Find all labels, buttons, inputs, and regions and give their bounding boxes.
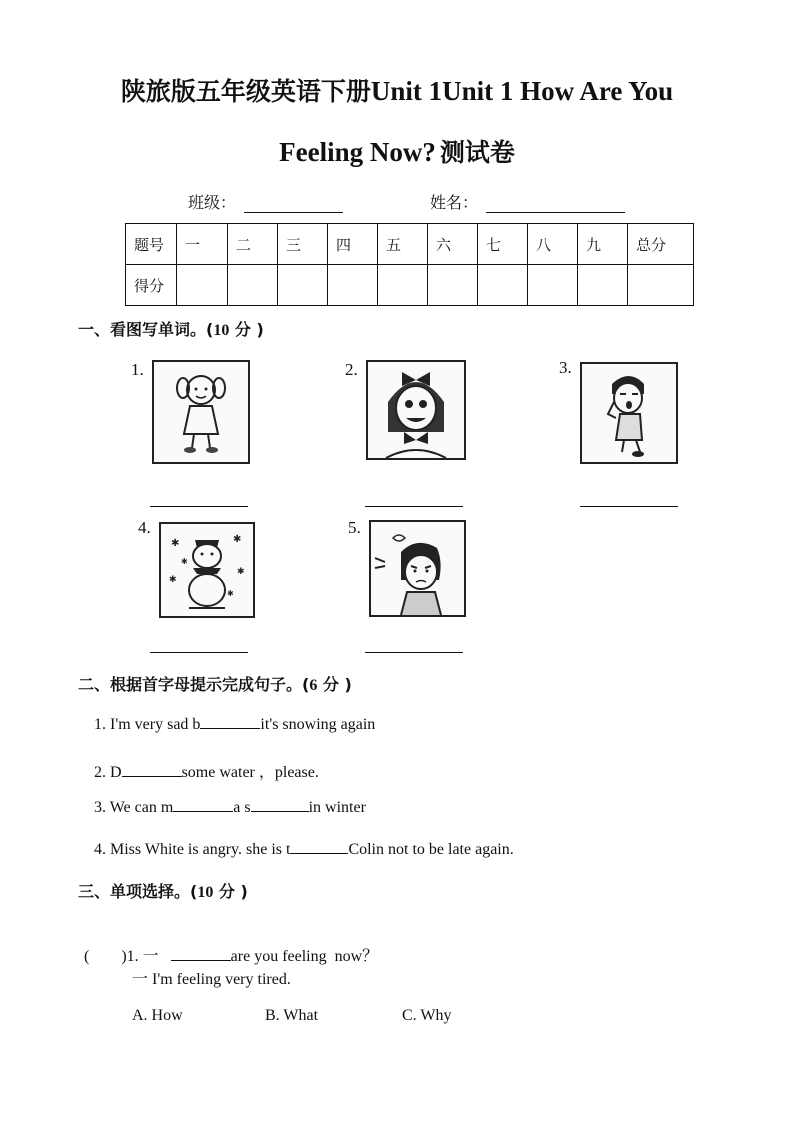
title-english-part: Unit 1Unit 1 How Are You [370, 76, 674, 106]
section-1-unit: 分 ) [229, 320, 264, 339]
answer-line-3[interactable] [580, 505, 678, 507]
angry-girl-icon [371, 522, 464, 615]
picture-happy-girl [152, 360, 250, 464]
svg-text:✱: ✱ [169, 574, 177, 584]
girl-pigtails-icon [154, 362, 248, 462]
sentence-text: 4. Miss White is angry. she is t [94, 841, 291, 858]
sentence-text: 2. D [94, 764, 122, 781]
fill-blank[interactable] [290, 852, 348, 854]
score-table-header-row [126, 224, 694, 265]
score-header-cell: 九 [578, 224, 628, 265]
question-text: are you feeling now？ [230, 948, 379, 965]
fill-blank[interactable] [251, 810, 309, 812]
class-field[interactable] [244, 194, 343, 213]
sentence-text: a s [233, 799, 251, 816]
fill-blank[interactable] [171, 959, 231, 961]
title-chinese-part: 陕旅版五年级英语下册 [120, 77, 371, 106]
svg-text:✱: ✱ [233, 534, 242, 545]
section-1-title: 一、看图写单词。( [78, 320, 214, 339]
title-chinese-part-2: 测试卷 [439, 138, 515, 167]
sentence-text: in winter [308, 799, 366, 816]
score-header-cell: 总分 [628, 224, 694, 265]
answer-paren[interactable]: ( )1. 一 [84, 948, 159, 965]
question-1-reply: 一 I'm feeling very tired. [132, 971, 291, 988]
page-title-line-1 [0, 72, 794, 108]
title-english-part-2: Feeling Now? [279, 137, 436, 167]
section-3-heading [78, 879, 248, 902]
sentence-text: 3. We can m [94, 799, 174, 816]
picture-number: 4. [138, 518, 151, 537]
score-cell[interactable] [378, 265, 428, 306]
section-3-title: 三、单项选择。( [78, 882, 198, 901]
score-header-cell: 五 [378, 224, 428, 265]
sentence-text: 1. I'm very sad b [94, 716, 201, 733]
section-1-points: 10 [213, 322, 230, 339]
cold-figure-icon [161, 524, 253, 616]
picture-tired-boy [580, 362, 678, 464]
option-a[interactable]: A. How [132, 1007, 183, 1024]
picture-number: 1. [131, 360, 144, 379]
picture-number: 2. [345, 360, 358, 379]
section-3-unit: 分 ) [213, 882, 248, 901]
fill-blank[interactable] [173, 810, 233, 812]
sentence-text: some water ，please. [181, 764, 319, 781]
section-3-points: 10 [197, 884, 214, 901]
score-header-cell: 七 [478, 224, 528, 265]
sentence-4 [94, 841, 514, 859]
picture-smiling-girl [366, 360, 466, 460]
section-2-title: 二、根据首字母提示完成句子。( [78, 675, 310, 694]
score-header-cell: 八 [528, 224, 578, 265]
score-cell[interactable] [428, 265, 478, 306]
answer-line-2[interactable] [365, 505, 463, 507]
svg-text:✱: ✱ [237, 566, 245, 576]
answer-line-5[interactable] [365, 651, 463, 653]
boy-yawning-icon [582, 364, 676, 462]
score-header-cell: 四 [328, 224, 378, 265]
option-b[interactable]: B. What [265, 1007, 319, 1024]
fill-blank[interactable] [200, 727, 260, 729]
score-row-label: 得分 [126, 265, 177, 306]
score-cell[interactable] [177, 265, 228, 306]
picture-number: 5. [348, 518, 361, 537]
section-1-heading [78, 317, 264, 340]
fill-blank[interactable] [122, 775, 182, 777]
name-field[interactable] [486, 194, 625, 213]
section-2-heading [78, 672, 352, 695]
picture-angry-girl [369, 520, 466, 617]
option-c[interactable]: C. Why [402, 1007, 452, 1024]
class-label: 班级： [188, 193, 237, 212]
sentence-2 [94, 759, 319, 782]
score-header-cell: 一 [177, 224, 228, 265]
score-header-cell: 三 [278, 224, 328, 265]
score-cell[interactable] [228, 265, 278, 306]
girl-bow-icon [368, 362, 464, 458]
score-header-cell: 六 [428, 224, 478, 265]
name-label: 姓名： [430, 193, 479, 212]
sentence-text: Colin not to be late again. [348, 841, 514, 858]
page-title-line-2 [0, 133, 794, 169]
score-header-cell: 二 [228, 224, 278, 265]
score-cell[interactable] [328, 265, 378, 306]
section-2-unit: 分 ) [317, 675, 352, 694]
svg-text:✱: ✱ [181, 557, 188, 566]
svg-text:✱: ✱ [171, 538, 180, 549]
sentence-1 [94, 716, 375, 734]
answer-line-1[interactable] [150, 505, 248, 507]
score-cell[interactable] [628, 265, 694, 306]
score-cell[interactable] [528, 265, 578, 306]
score-cell[interactable] [278, 265, 328, 306]
score-table [125, 223, 694, 306]
score-header-cell: 题号 [126, 224, 177, 265]
sentence-text: it's snowing again [260, 716, 376, 733]
question-1 [76, 925, 378, 966]
section-2-points: 6 [309, 677, 318, 694]
svg-text:✱: ✱ [227, 589, 234, 598]
score-table-score-row [126, 265, 694, 306]
picture-cold-person [159, 522, 255, 618]
score-cell[interactable] [478, 265, 528, 306]
picture-number: 3. [559, 358, 572, 377]
score-cell[interactable] [578, 265, 628, 306]
sentence-3 [94, 799, 366, 817]
answer-line-4[interactable] [150, 651, 248, 653]
